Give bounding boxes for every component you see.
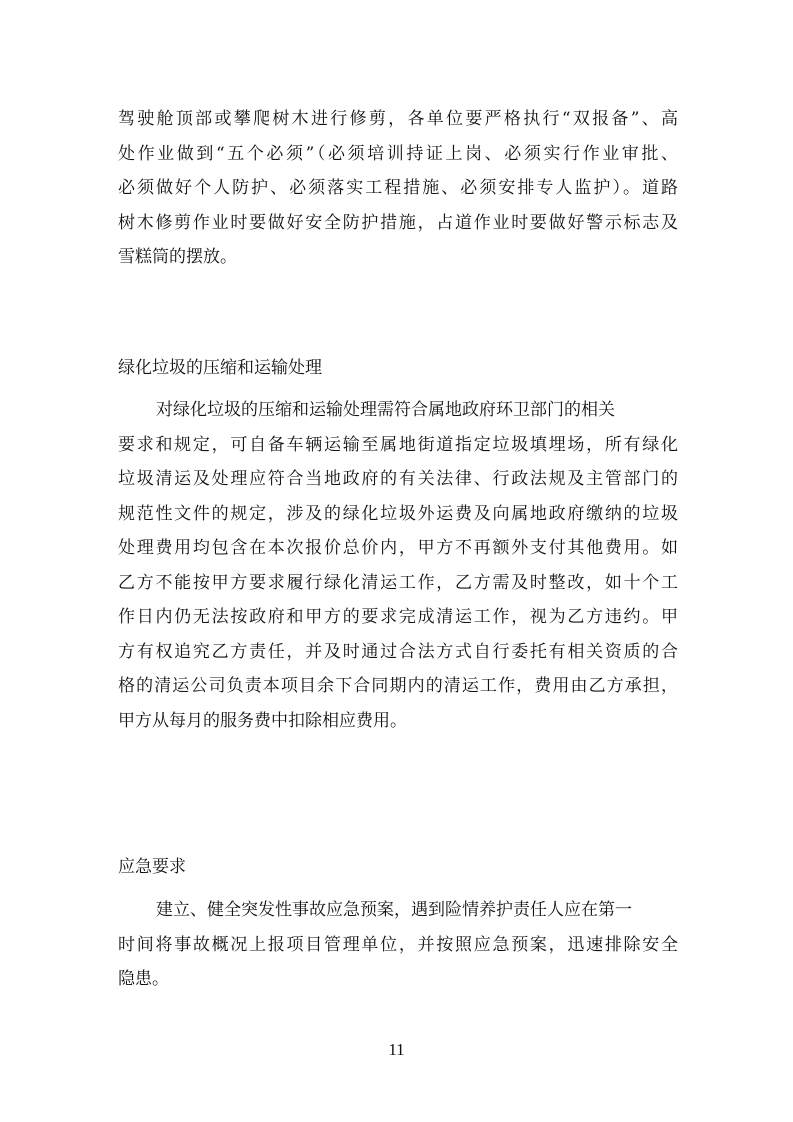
- text-line: 对绿化垃圾的压缩和运输处理需符合属地政府环卫部门的相关: [156, 400, 615, 420]
- page-number: 11: [388, 1040, 405, 1059]
- section-heading-emergency: 应急要求: [118, 857, 186, 877]
- paragraph-emergency: [118, 893, 678, 997]
- text-line: 建立、健全突发性事故应急预案，遇到险情养护责任人应在第一: [156, 900, 632, 920]
- text-line: 树木修剪作业时要做好安全防护措施，占道作业时要做好警示标志及: [118, 212, 678, 233]
- text-line: 雪糕筒的摆放。: [118, 247, 237, 267]
- section-heading-green-waste: 绿化垃圾的压缩和运输处理: [118, 358, 322, 378]
- paragraph-safety-continuation: [118, 102, 678, 275]
- paragraph-green-waste: [118, 393, 678, 738]
- text-line: 要求和规定，可自备车辆运输至属地街道指定垃圾填埋场，所有绿化: [118, 434, 678, 455]
- text-line: 作日内仍无法按政府和甲方的要求完成清运工作，视为乙方违约。甲: [118, 607, 678, 627]
- text-line: 处理费用均包含在本次报价总价内，甲方不再额外支付其他费用。如: [118, 538, 678, 558]
- text-line: 驾驶舱顶部或攀爬树木进行修剪，各单位要严格执行“双报备”、高: [118, 109, 678, 129]
- text-line: 格的清运公司负责本项目余下合同期内的清运工作，费用由乙方承担，: [118, 676, 678, 696]
- text-line: 乙方不能按甲方要求履行绿化清运工作，乙方需及时整改，如十个工: [118, 572, 678, 593]
- text-line: 时间将事故概况上报项目管理单位，并按照应急预案，迅速排除安全: [118, 934, 678, 955]
- text-line: 方有权追究乙方责任，并及时通过合法方式自行委托有相关资质的合: [118, 641, 678, 662]
- text-line: 处作业做到“五个必须”（必须培训持证上岗、必须实行作业审批、: [118, 143, 678, 164]
- text-line: 垃圾清运及处理应符合当地政府的有关法律、行政法规及主管部门的: [118, 469, 678, 489]
- text-line: 规范性文件的规定，涉及的绿化垃圾外运费及向属地政府缴纳的垃圾: [118, 503, 678, 524]
- text-line: 隐患。: [118, 969, 169, 989]
- text-line: 必须做好个人防护、必须落实工程措施、必须安排专人监护）。道路: [118, 178, 678, 198]
- text-line: 甲方从每月的服务费中扣除相应费用。: [118, 710, 407, 731]
